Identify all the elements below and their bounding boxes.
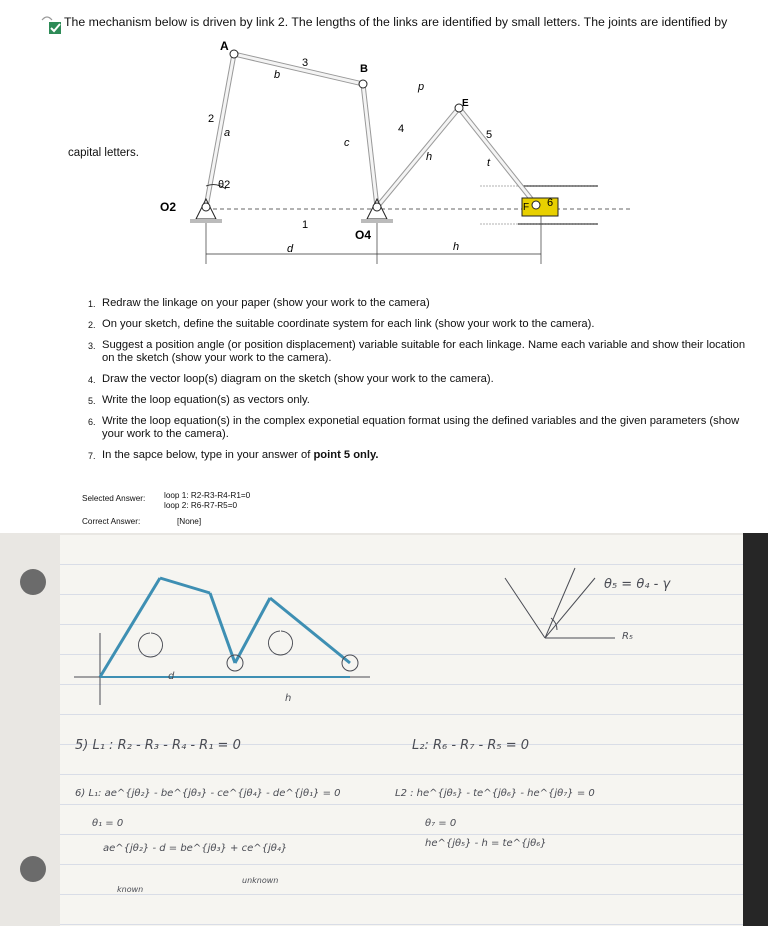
link-label-5: 5 bbox=[486, 129, 493, 141]
binder-hole bbox=[20, 856, 46, 882]
joint-label-o2: O2 bbox=[160, 200, 177, 214]
correct-answer-label: Correct Answer: bbox=[82, 517, 141, 526]
question-text-cont: capital letters. bbox=[68, 147, 139, 159]
length-label-c: c bbox=[344, 137, 350, 149]
joint-label-o4: O4 bbox=[355, 228, 372, 242]
rearranged-eq-loop1: ae^{jθ₂} - d = be^{jθ₃} + ce^{jθ₄} bbox=[103, 843, 288, 854]
eq6-loop2: L2 : he^{jθ₅} - te^{jθ₆} - he^{jθ₇} = 0 bbox=[395, 788, 595, 799]
task7-bold-part: point 5 only. bbox=[313, 449, 379, 461]
selected-answer-line2: loop 2: R6-R7-R5=0 bbox=[164, 501, 238, 510]
binder-hole bbox=[20, 569, 46, 595]
length-label-b: b bbox=[274, 69, 281, 81]
theta5-definition: θ₅ = θ₄ - γ bbox=[604, 577, 671, 592]
unknown-label: unknown bbox=[242, 876, 279, 885]
length-label-d: d bbox=[287, 243, 294, 255]
sketch-label-h: h bbox=[285, 693, 292, 704]
photo-edge bbox=[743, 533, 768, 926]
link-label-2: 2 bbox=[208, 113, 215, 125]
joint-label-e: E bbox=[462, 98, 469, 109]
joint-label-b: B bbox=[360, 63, 368, 75]
task-item: 4. Draw the vector loop(s) diagram on the sketch (show your work to the camera). bbox=[88, 373, 494, 385]
eq5-loop1: 5) L₁ : R₂ - R₃ - R₄ - R₁ = 0 bbox=[75, 738, 241, 753]
selected-answer-label: Selected Answer: bbox=[82, 494, 146, 503]
task-item: 5. Write the loop equation(s) as vectors only. bbox=[88, 394, 310, 406]
task-item: 6. Write the loop equation(s) in the complex exponetial equation format using the defined variables and the given parameters (show your work to the camera). bbox=[88, 415, 740, 440]
joint-label-f: F bbox=[523, 202, 530, 213]
sketch-label-d: d bbox=[168, 671, 175, 682]
angle-label-theta2: θ2 bbox=[218, 179, 231, 191]
link-label-4: 4 bbox=[398, 123, 405, 135]
length-label-t: t bbox=[487, 157, 491, 169]
length-label-a: a bbox=[224, 127, 231, 139]
eq6-loop1: 6) L₁: ae^{jθ₂} - be^{jθ₃} - ce^{jθ₄} - de^{jθ₁} = 0 bbox=[75, 788, 341, 799]
joint-label-a: A bbox=[220, 39, 229, 53]
correct-check-icon bbox=[40, 14, 62, 36]
mechanism-diagram bbox=[150, 36, 630, 274]
correct-answer-value: [None] bbox=[177, 517, 202, 526]
known-label: known bbox=[117, 885, 144, 894]
link-label-6: 6 bbox=[547, 197, 554, 209]
sketch-drawing bbox=[70, 553, 430, 723]
theta7-note: θ₇ = 0 bbox=[425, 818, 457, 829]
length-label-p: p bbox=[418, 81, 425, 93]
task-item: 3. Suggest a position angle (or position displacement) variable suitable for each linkage. Name each variable and show their location on the sketch (show your work to the camera). bbox=[88, 339, 746, 364]
r5-label: R₅ bbox=[622, 631, 633, 642]
task-list bbox=[88, 297, 748, 470]
question-text: The mechanism below is driven by link 2. The lengths of the links are identified by small letters. The joints are identified by bbox=[64, 15, 728, 29]
eq5-loop2: L₂: R₆ - R₇ - R₅ = 0 bbox=[412, 738, 530, 753]
selected-answer-line1: loop 1: R2-R3-R4-R1=0 bbox=[164, 491, 251, 500]
task-item: 1. Redraw the linkage on your paper (show your work to the camera) bbox=[88, 297, 430, 309]
rearranged-eq-loop2: he^{jθ₅} - h = te^{jθ₆} bbox=[425, 838, 547, 849]
link-label-3: 3 bbox=[302, 57, 309, 69]
length-label-h-link: h bbox=[426, 151, 433, 163]
task-item: 7. In the sapce below, type in your answer of point 5 only. bbox=[88, 449, 379, 461]
handwritten-work-photo bbox=[0, 533, 768, 926]
theta1-note: θ₁ = 0 bbox=[92, 818, 124, 829]
task-item: 2. On your sketch, define the suitable coordinate system for each link (show your work to the camera). bbox=[88, 318, 595, 330]
link-label-1: 1 bbox=[302, 219, 309, 231]
length-label-h-ground: h bbox=[453, 241, 460, 253]
